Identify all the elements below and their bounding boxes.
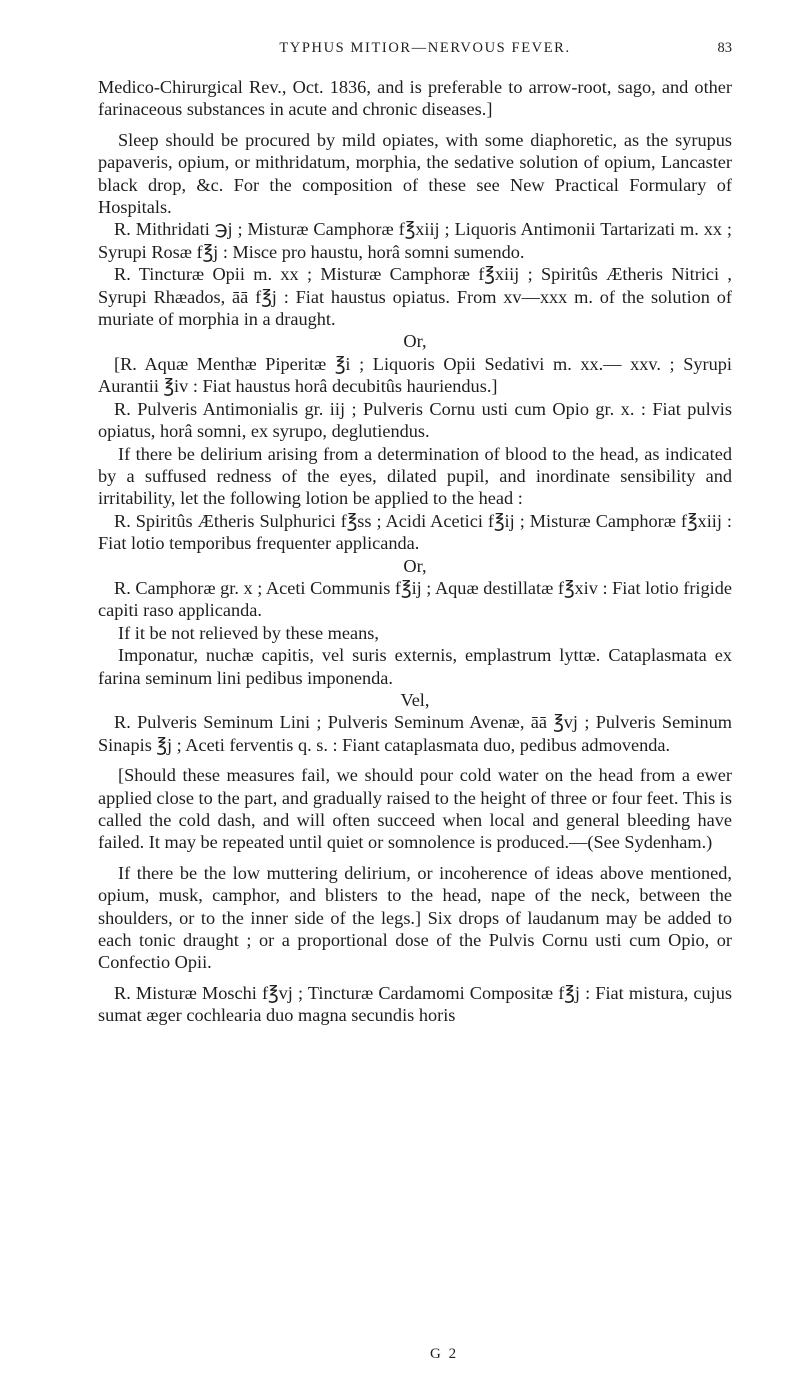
prescription-lotion: R. Spiritûs Ætheris Sulphurici f℥ss ; Acidi Acetici f℥ij ; Misturæ Camphoræ f℥xiij : Fiat lotio temporibus frequenter applicanda. (98, 510, 732, 554)
separator-or: Or, (403, 331, 427, 352)
page-number: 83 (717, 40, 732, 56)
signature-mark: G 2 (430, 1346, 459, 1362)
paragraph-sleep: Sleep should be procured by mild opiates, with some diaphoretic, as the syrupus papaveris, opium, or mithridatum, morphia, the sedative solution of opium, Lancaster black drop, &c. For the composition of these see New Practical Formulary of Hospitals. (98, 129, 732, 218)
prescription-mithridati: R. Mithridati ℈j ; Misturæ Camphoræ f℥xiij ; Liquoris Antimonii Tartarizati m. xx ; Syrupi Rosæ f℥j : Misce pro haustu, horâ somni sumendo. (98, 219, 732, 262)
paragraph-not-relieved: If it be not relieved by these means, (118, 622, 379, 643)
body-text (98, 76, 732, 1027)
paragraph-cold-dash: [Should these measures fail, we should pour cold water on the head from a ewer applied close to the part, and gradually raised to the height of three or four feet. This is called the cold dash, and will often succeed when local and general bleeding have failed. It may be repeated until quiet or somnolence is produced.—(See Sydenham.) (98, 765, 732, 853)
running-head (118, 34, 732, 64)
paragraph-imponatur: Imponatur, nuchæ capitis, vel suris externis, emplastrum lyttæ. Cataplasmata ex farina seminum lini pedibus imponenda. (98, 645, 732, 688)
prescription-moschi: R. Misturæ Moschi f℥vj ; Tincturæ Cardamomi Compositæ f℥j : Fiat mistura, cujus sumat æger cochlearia duo magna secundis horis (98, 982, 732, 1026)
separator-or-2: Or, (403, 555, 427, 576)
prescription-tincturae-opii: R. Tincturæ Opii m. xx ; Misturæ Camphoræ f℥xiij ; Spiritûs Ætheris Nitrici , Syrupi Rhæados, āā f℥j : Fiat haustus opiatus. From xv—xxx m. of the solution of muriate of morphia in a draught. (98, 264, 732, 330)
prescription-camphorae: R. Camphoræ gr. x ; Aceti Communis f℥ij ; Aquæ destillatæ f℥xiv : Fiat lotio frigide capiti raso applicanda. (98, 577, 732, 621)
running-title: TYPHUS MITIOR—NERVOUS FEVER. (279, 40, 571, 56)
paragraph-continuation: Medico-Chirurgical Rev., Oct. 1836, and is preferable to arrow-root, sago, and other farinaceous substances in acute and chronic diseases.] (98, 77, 732, 120)
paragraph-muttering-delirium: If there be the low muttering delirium, or incoherence of ideas above mentioned, opium, musk, camphor, and blisters to the head, nape of the neck, between the shoulders, or to the inner side of the legs.] Six drops of laudanum may be added to each tonic draught ; or a proportional dose of the Pulvis Cornu usti cum Opio, or Confectio Opii. (98, 862, 732, 973)
prescription-antimonialis: R. Pulveris Antimonialis gr. iij ; Pulveris Cornu usti cum Opio gr. x. : Fiat pulvis opiatus, horâ somni, ex syrupo, deglutiendus. (98, 398, 732, 442)
paragraph-delirium: If there be delirium arising from a determination of blood to the head, as indicated by a suffused redness of the eyes, dilated pupil, and inordinate sensibility and irritability, let the following lotion be applied to the head : (98, 443, 732, 509)
separator-vel: Vel, (400, 689, 430, 710)
prescription-cataplasm: R. Pulveris Seminum Lini ; Pulveris Seminum Avenæ, āā ℥vj ; Pulveris Seminum Sinapis ℥j ; Aceti ferventis q. s. : Fiant cataplasmata duo, pedibus admovenda. (98, 712, 732, 755)
prescription-menthae: [R. Aquæ Menthæ Piperitæ ℥i ; Liquoris Opii Sedativi m. xx.— xxv. ; Syrupi Aurantii ℥iv : Fiat haustus horâ decubitûs hauriendus.] (98, 353, 732, 397)
